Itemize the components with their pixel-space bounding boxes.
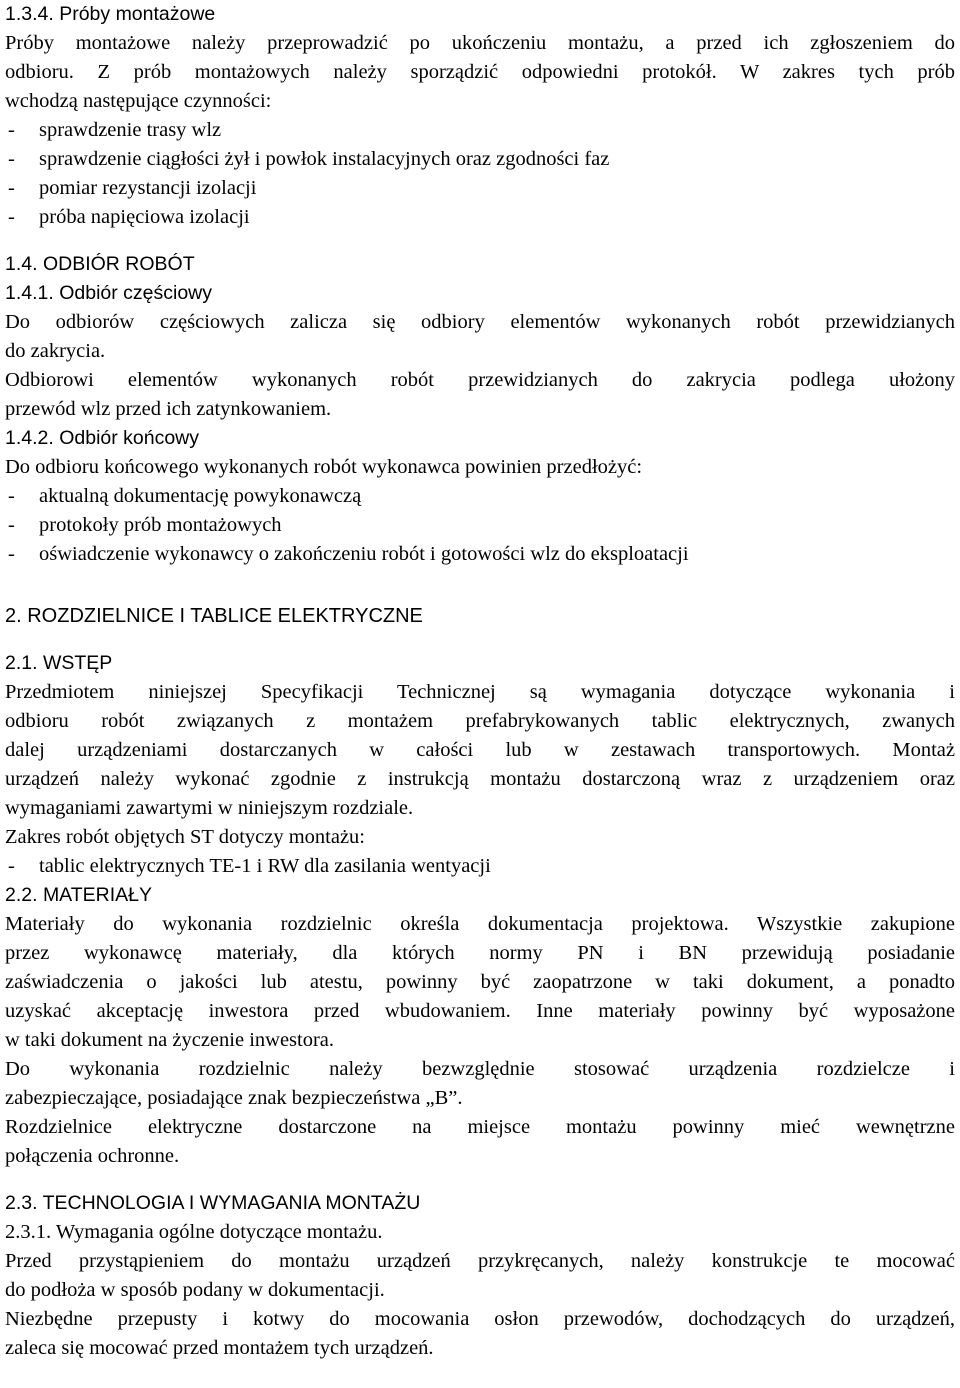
paragraph-line: Materiały do wykonania rozdzielnic określa dokumentacja projektowa. Wszystkie zakupione: [5, 913, 955, 935]
paragraph-line: połączenia ochronne.: [5, 1145, 180, 1167]
list-item-text: oświadczenie wykonawcy o zakończeniu robót i gotowości wlz do eksploatacji: [39, 543, 689, 565]
paragraph-line: Niezbędne przepusty i kotwy do mocowania osłon przewodów, dochodzących do urządzeń,: [5, 1308, 955, 1330]
paragraph-line: Próby montażowe należy przeprowadzić po ukończeniu montażu, a przed ich zgłoszeniem do: [5, 32, 955, 54]
list-item: [5, 482, 955, 511]
list-item: [5, 852, 955, 881]
list-item: [5, 540, 955, 569]
dash-bullet: -: [8, 855, 15, 877]
paragraph-line: Do wykonania rozdzielnic należy bezwzględnie stosować urządzenia rozdzielcze i: [5, 1058, 955, 1080]
paragraph-line: dalej urządzeniami dostarczanych w całości lub w zestawach transportowych. Montaż: [5, 739, 955, 761]
dash-bullet: -: [8, 148, 15, 170]
paragraph-line: odbioru robót związanych z montażem prefabrykowanych tablic elektrycznych, zwanych: [5, 710, 955, 732]
paragraph-line: wymaganiami zawartymi w niniejszym rozdziale.: [5, 797, 414, 819]
list-item: [5, 203, 955, 232]
paragraph-line: odbioru. Z prób montażowych należy sporządzić odpowiedni protokół. W zakres tych prób: [5, 61, 955, 83]
paragraph-line: Przedmiotem niniejszej Specyfikacji Technicznej są wymagania dotyczące wykonania i: [5, 681, 955, 703]
list-item-text: sprawdzenie ciągłości żył i powłok instalacyjnych oraz zgodności faz: [39, 148, 610, 170]
paragraph-line: uzyskać akceptację inwestora przed wbudowaniem. Inne materiały powinny być wyposażone: [5, 1000, 955, 1022]
paragraph-line: Do odbiorów częściowych zalicza się odbiory elementów wykonanych robót przewidzianych: [5, 311, 955, 333]
dash-bullet: -: [8, 206, 15, 228]
paragraph-line: Odbiorowi elementów wykonanych robót przewidzianych do zakrycia podlega ułożony: [5, 369, 955, 391]
list-item-text: aktualną dokumentację powykonawczą: [39, 485, 362, 507]
paragraph-line: przez wykonawcę materiały, dla których normy PN i BN przewidują posiadanie: [5, 942, 955, 964]
list-item: [5, 174, 955, 203]
paragraph-line: do podłoża w sposób podany w dokumentacji.: [5, 1279, 385, 1301]
dash-bullet: -: [8, 485, 15, 507]
heading-2-1: 2.1. WSTĘP: [5, 652, 113, 674]
paragraph-line: wchodzą następujące czynności:: [5, 90, 272, 112]
heading-2-3: 2.3. TECHNOLOGIA I WYMAGANIA MONTAŻU: [5, 1192, 421, 1214]
list-item-text: próba napięciowa izolacji: [39, 206, 250, 228]
paragraph-line: Rozdzielnice elektryczne dostarczone na miejsce montażu powinny mieć wewnętrzne: [5, 1116, 955, 1138]
spacer: [5, 569, 955, 602]
paragraph-line: w taki dokument na życzenie inwestora.: [5, 1029, 335, 1051]
dash-bullet: -: [8, 177, 15, 199]
dash-bullet: -: [8, 514, 15, 536]
paragraph-line: przewód wlz przed ich zatynkowaniem.: [5, 398, 332, 420]
paragraph-line: urządzeń należy wykonać zgodnie z instrukcją montażu dostarczoną wraz z urządzeniem oraz: [5, 768, 955, 790]
paragraph-line: zaświadczenia o jakości lub atestu, powinny być zaopatrzone w taki dokument, a ponadto: [5, 971, 955, 993]
spacer: [5, 1171, 955, 1189]
list-item-text: sprawdzenie trasy wlz: [39, 119, 222, 141]
heading-2: 2. ROZDZIELNICE I TABLICE ELEKTRYCZNE: [5, 605, 423, 627]
list-item-text: pomiar rezystancji izolacji: [39, 177, 257, 199]
paragraph-line: Do odbioru końcowego wykonanych robót wykonawca powinien przedłożyć:: [5, 456, 643, 478]
list-item-text: protokoły prób montażowych: [39, 514, 282, 536]
spacer: [5, 631, 955, 649]
heading-2-3-1: 2.3.1. Wymagania ogólne dotyczące montażu.: [5, 1221, 383, 1243]
paragraph-line: do zakrycia.: [5, 340, 106, 362]
list-item: [5, 145, 955, 174]
dash-bullet: -: [8, 119, 15, 141]
list-item: [5, 511, 955, 540]
spacer: [5, 232, 955, 250]
list-item-text: tablic elektrycznych TE-1 i RW dla zasilania wentyacji: [39, 855, 491, 877]
dash-bullet: -: [8, 543, 15, 565]
paragraph-line: zabezpieczające, posiadające znak bezpieczeństwa „B”.: [5, 1087, 463, 1109]
heading-1-4: 1.4. ODBIÓR ROBÓT: [5, 253, 195, 275]
paragraph-line: Zakres robót objętych ST dotyczy montażu:: [5, 826, 365, 848]
heading-1-3-4: 1.3.4. Próby montażowe: [5, 3, 216, 25]
list-item: [5, 116, 955, 145]
paragraph-line: zaleca się mocować przed montażem tych urządzeń.: [5, 1337, 434, 1359]
heading-2-2: 2.2. MATERIAŁY: [5, 884, 153, 906]
heading-1-4-1: 1.4.1. Odbiór częściowy: [5, 282, 213, 304]
heading-1-4-2: 1.4.2. Odbiór końcowy: [5, 427, 200, 449]
paragraph-line: Przed przystąpieniem do montażu urządzeń przykręcanych, należy konstrukcje te mocować: [5, 1250, 955, 1272]
